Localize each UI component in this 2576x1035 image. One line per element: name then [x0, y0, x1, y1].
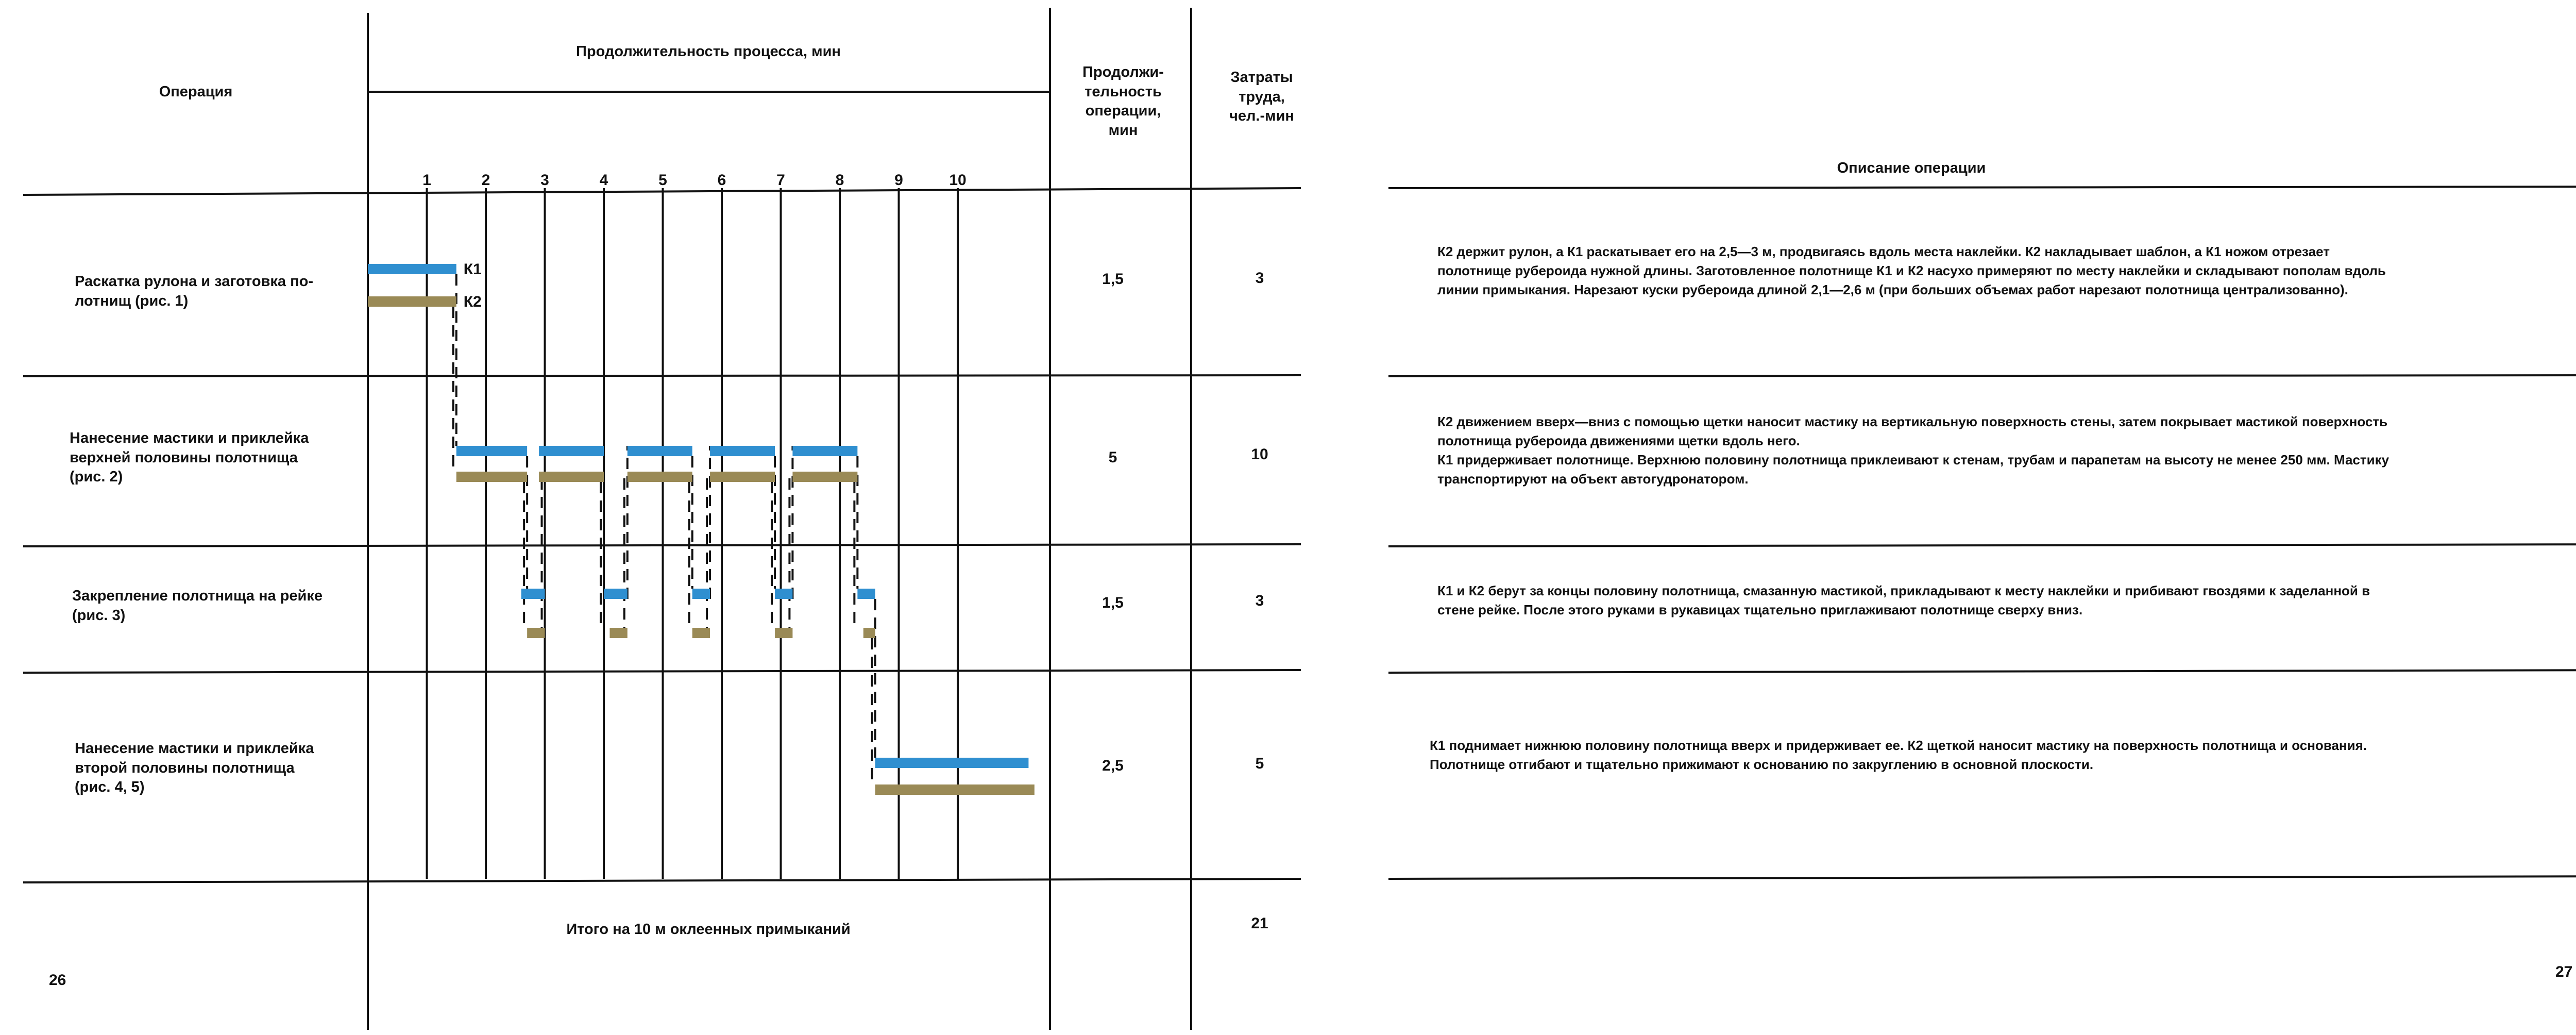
gantt-bars [368, 261, 1035, 795]
header-operation: Операция [159, 84, 233, 100]
operation-name-3: Закрепление полотнища на рейке (рис. 3) [72, 588, 323, 624]
gantt-bar-k2 [863, 628, 875, 638]
grid-line [1388, 375, 2576, 376]
time-tick-label: 9 [894, 172, 903, 189]
time-tick-label: 5 [658, 172, 667, 189]
operation-name-4: Нанесение мастики и приклейка второй половины полотнища (рис. 4, 5) [75, 740, 314, 796]
description-3: К1 и К2 берут за концы половину полотнища, смазанную мастикой, прикладывают к месту наклейки и прибивают гвоздями к заделанной в стене рейке. После этого руками в рукавицах тщательно приглаживают полотнище сверху вниз. [1437, 583, 2370, 617]
gantt-bar-k1 [521, 589, 545, 599]
grid-line [1388, 187, 2576, 188]
gantt-bar-k2 [875, 784, 1035, 795]
gantt-bar-k1 [857, 589, 875, 599]
op-duration-2: 5 [1108, 449, 1117, 466]
gantt-bar-k2 [539, 472, 604, 482]
gantt-bar-k1 [792, 446, 857, 456]
description-4: К1 поднимает нижнюю половину полотнища вверх и придерживает ее. К2 щеткой наносит мастику на поверхность полотнища и основания. Полотнище отгибают и тщательно прижимают к основанию по закруглению в основной плоскости. [1430, 738, 2367, 772]
header-description: Описание операции [1837, 160, 1986, 176]
page-number-right: 27 [2555, 963, 2573, 980]
gantt-bar-k2 [775, 628, 792, 638]
grid-line [1388, 876, 2576, 879]
gantt-bar-k1 [875, 758, 1029, 768]
gantt-bar-k1 [456, 446, 527, 456]
gantt-bar-k2 [527, 628, 545, 638]
op-labor-4: 5 [1255, 755, 1264, 772]
time-tick-label: 8 [835, 172, 844, 189]
operation-name-1: Раскатка рулона и заготовка по- лотнищ (рис. 1) [75, 273, 313, 309]
time-tick-label: 2 [481, 172, 490, 189]
description-2: К2 движением вверх—вниз с помощью щетки наносит мастику на вертикальную поверхность стены, затем покрывает мастикой поверхность полотнища рубероида движениями щетки вдоль него. К1 придерживает полотнище. Верхнюю половину полотнища приклеивают к стенам, трубам и парапетам на высоту не менее 250 мм. Мастику транспортируют на объект автогудронатором. [1437, 414, 2389, 487]
gantt-bar-k2 [628, 472, 692, 482]
op-labor-3: 3 [1255, 592, 1264, 609]
header-process-duration: Продолжительность процесса, мин [576, 43, 841, 60]
bar-connectors [453, 274, 875, 784]
time-tick-label: 1 [422, 172, 431, 189]
gantt-bar-k2 [368, 296, 456, 307]
grid-line [23, 879, 1301, 882]
op-labor-2: 10 [1251, 446, 1268, 463]
gantt-bar-k1 [604, 589, 628, 599]
time-tick-label: 6 [717, 172, 726, 189]
gantt-bar-k1 [692, 589, 710, 599]
op-duration-4: 2,5 [1102, 757, 1124, 774]
gantt-bar-k1 [775, 589, 792, 599]
gantt-bar-k2 [710, 472, 775, 482]
gantt-bar-k2 [692, 628, 710, 638]
grid-line [1388, 544, 2576, 546]
gantt-bar-k2 [456, 472, 527, 482]
gantt-bar-k2 [792, 472, 857, 482]
op-duration-1: 1,5 [1102, 271, 1124, 288]
header-labor: Затраты труда, чел.-мин [1229, 69, 1294, 125]
op-labor-1: 3 [1255, 270, 1264, 287]
total-labor: 21 [1251, 915, 1268, 932]
header-op-duration: Продолжи- тельность операции, мин [1082, 64, 1164, 139]
gantt-bar-k1 [368, 264, 456, 274]
worker-label: К1 [463, 261, 482, 278]
operation-name-2: Нанесение мастики и приклейка верхней половины полотнища (рис. 2) [70, 430, 309, 486]
time-tick-label: 3 [540, 172, 549, 189]
gantt-bar-k1 [628, 446, 692, 456]
time-tick-label: 7 [776, 172, 785, 189]
gantt-bar-k1 [539, 446, 604, 456]
total-label: Итого на 10 м оклеенных примыканий [566, 921, 851, 938]
time-tick-label: 10 [949, 172, 967, 189]
page-number-left: 26 [49, 972, 66, 989]
grid-line [1388, 670, 2576, 673]
gantt-bar-k2 [609, 628, 627, 638]
op-duration-3: 1,5 [1102, 594, 1124, 611]
description-1: К2 держит рулон, а К1 раскатывает его на 2,5—3 м, продвигаясь вдоль места наклейки. К2 накладывает шаблон, а К1 ножом отрезает полотнище рубероида нужной длины. Заготовленное полотнище К1 и К2 насухо примеряют по месту наклейки и складывают пополам вдоль линии примыкания. Нарезают куски рубероида длиной 2,1—2,6 м (при больших объемах работ нарезают полотнища централизованно). [1437, 244, 2386, 297]
time-tick-label: 4 [599, 172, 608, 189]
worker-label: К2 [463, 293, 482, 310]
gantt-bar-k1 [710, 446, 775, 456]
